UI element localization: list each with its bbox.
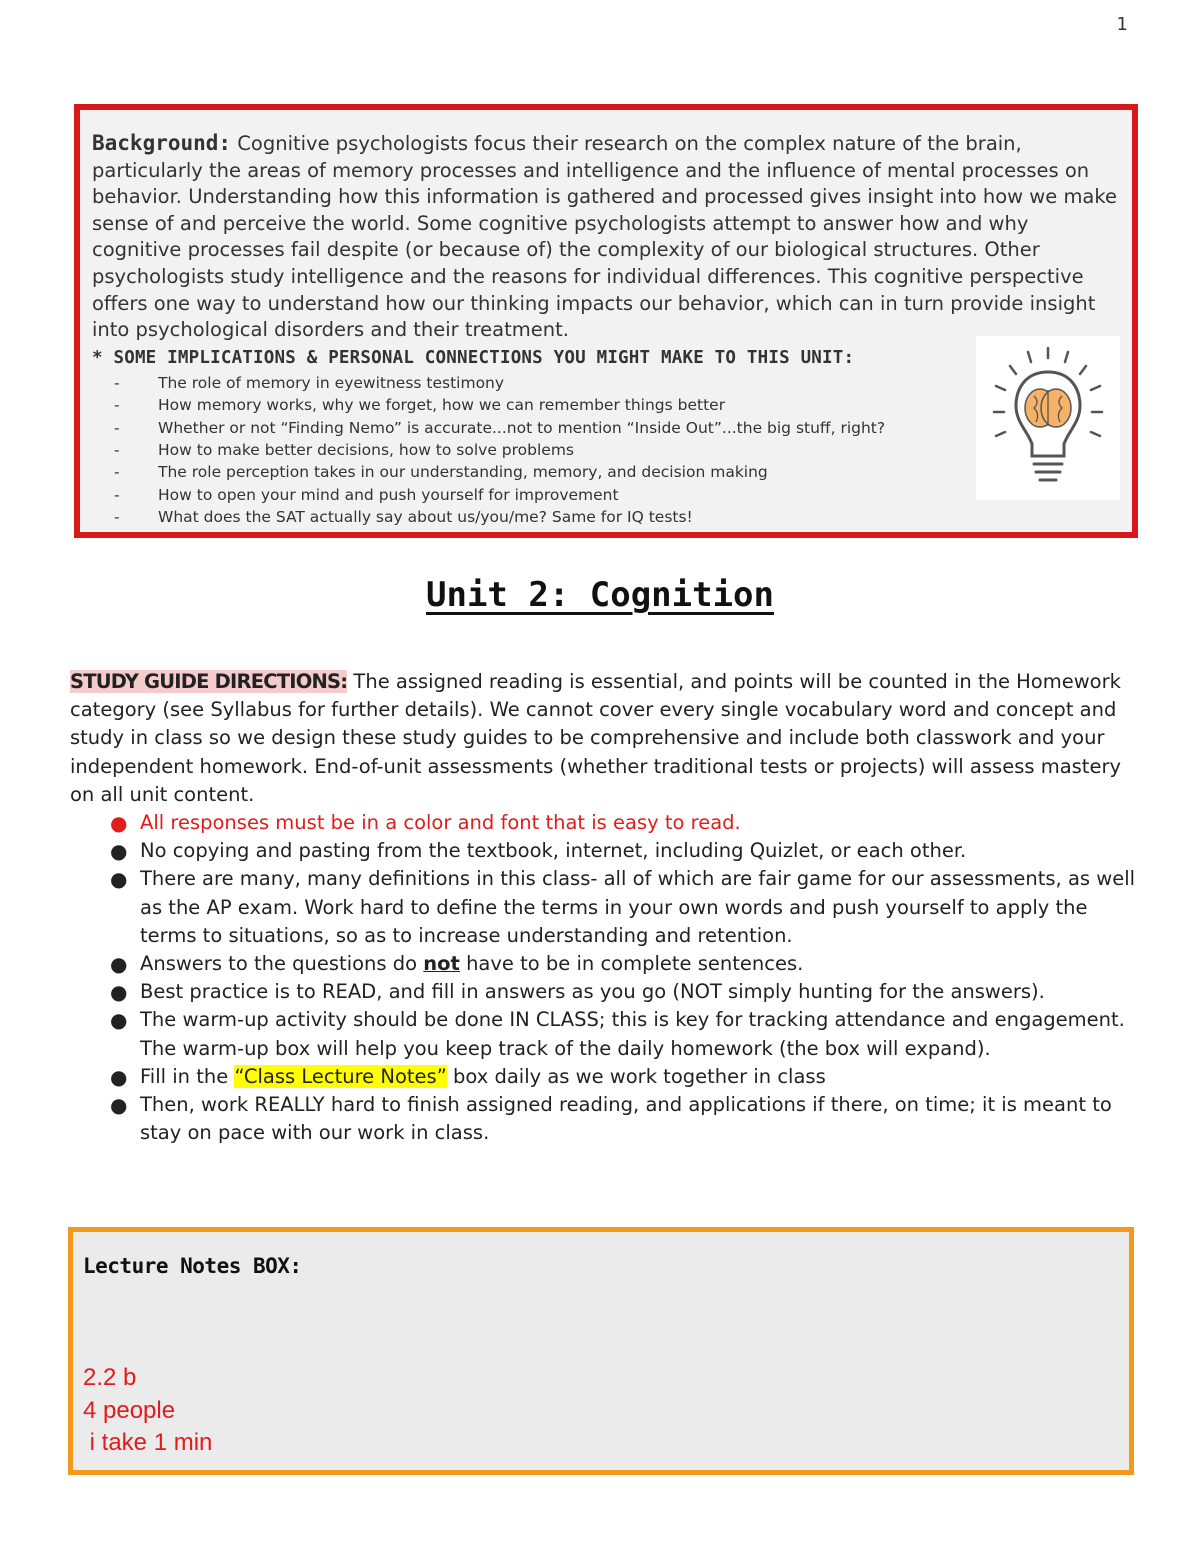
background-paragraph [92,130,1122,344]
notes-line: 4 people [83,1396,176,1424]
implications-heading: * SOME IMPLICATIONS & PERSONAL CONNECTIONS YOU MIGHT MAKE TO THIS UNIT: [92,347,855,368]
list-item: - The role of memory in eyewitness testimony [114,373,505,392]
page-number: 1 [1116,14,1128,35]
list-item: - Whether or not “Finding Nemo” is accurate...not to mention “Inside Out”...the big stuff, right? [114,418,886,437]
list-item: - How to make better decisions, how to solve problems [114,440,575,459]
list-item: ● Answers to the questions do not have to be in complete sentences. [110,952,804,977]
implications-list [92,372,1122,529]
list-item: - The role perception takes in our understanding, memory, and decision making [114,463,768,482]
list-item: - How memory works, why we forget, how we can remember things better [114,396,726,415]
list-item: - What does the SAT actually say about us/you/me? Same for IQ tests! [114,508,693,527]
list-item: ● Then, work REALLY hard to finish assigned reading, and applications if there, on time; it is meant to stay on pace with our work in class. [110,1093,1112,1145]
list-item: ● All responses must be in a color and font that is easy to read. [110,811,741,836]
directions-intro: STUDY GUIDE DIRECTIONS: The assigned reading is essential, and points will be counted in the Homework category (see Syllabus for further details). We cannot cover every single vocabulary word and concept and study in class so we design these study guides to be comprehensive and include both classwork and your independent homework. End-of-unit assessments (whether traditional tests or projects) will assess mastery on all unit content. [70,670,1122,806]
lecture-notes-title: Lecture Notes BOX: [83,1254,302,1278]
background-box [74,104,1138,538]
highlighted-text: “Class Lecture Notes” [234,1064,447,1088]
notes-line: i take 1 min [83,1429,213,1456]
lecture-notes-box[interactable] [68,1227,1134,1475]
list-item: ● The warm-up activity should be done IN CLASS; this is key for tracking attendance and engagement. The warm-up box will help you keep track of the daily homework (the box will expand). [110,1008,1125,1060]
notes-line: 2.2 b [83,1364,137,1391]
lightbulb-brain-icon [976,336,1120,500]
list-item: ● Fill in the “Class Lecture Notes” box daily as we work together in class [110,1064,826,1089]
list-item: ● There are many, many definitions in this class- all of which are fair game for our assessments, as well as the AP exam. Work hard to define the terms in your own words and push yourself to apply the terms to situations, so as to increase understanding and retention. [110,867,1136,947]
list-item: - How to open your mind and push yourself for improvement [114,485,619,504]
list-item: ● Best practice is to READ, and fill in answers as you go (NOT simply hunting for the answers). [110,980,1045,1005]
emphasis-not: not [423,952,460,976]
directions-label: STUDY GUIDE DIRECTIONS: [70,670,348,693]
background-heading: Background: [92,131,232,155]
lecture-notes-content[interactable] [83,1362,212,1460]
study-guide-directions [70,668,1140,1147]
directions-list [70,809,1140,1147]
page-title: Unit 2: Cognition [426,575,774,615]
background-text: Cognitive psychologists focus their research on the complex nature of the brain, particularly the areas of memory processes and intelligence and the influence of mental processes on behavior. Understanding how this information is gathered and processed gives insight into how we make sense of and perceive the world. Some cognitive psychologists attempt to answer how and why cognitive processes fail despite (or because of) the complexity of our biological structures. Other psychologists study intelligence and the reasons for individual differences. This cognitive perspective offers one way to understand how our thinking impacts our behavior, which can in turn provide insight into psychological disorders and their treatment. [92,132,1117,342]
list-item: ● No copying and pasting from the textbook, internet, including Quizlet, or each other. [110,839,967,864]
